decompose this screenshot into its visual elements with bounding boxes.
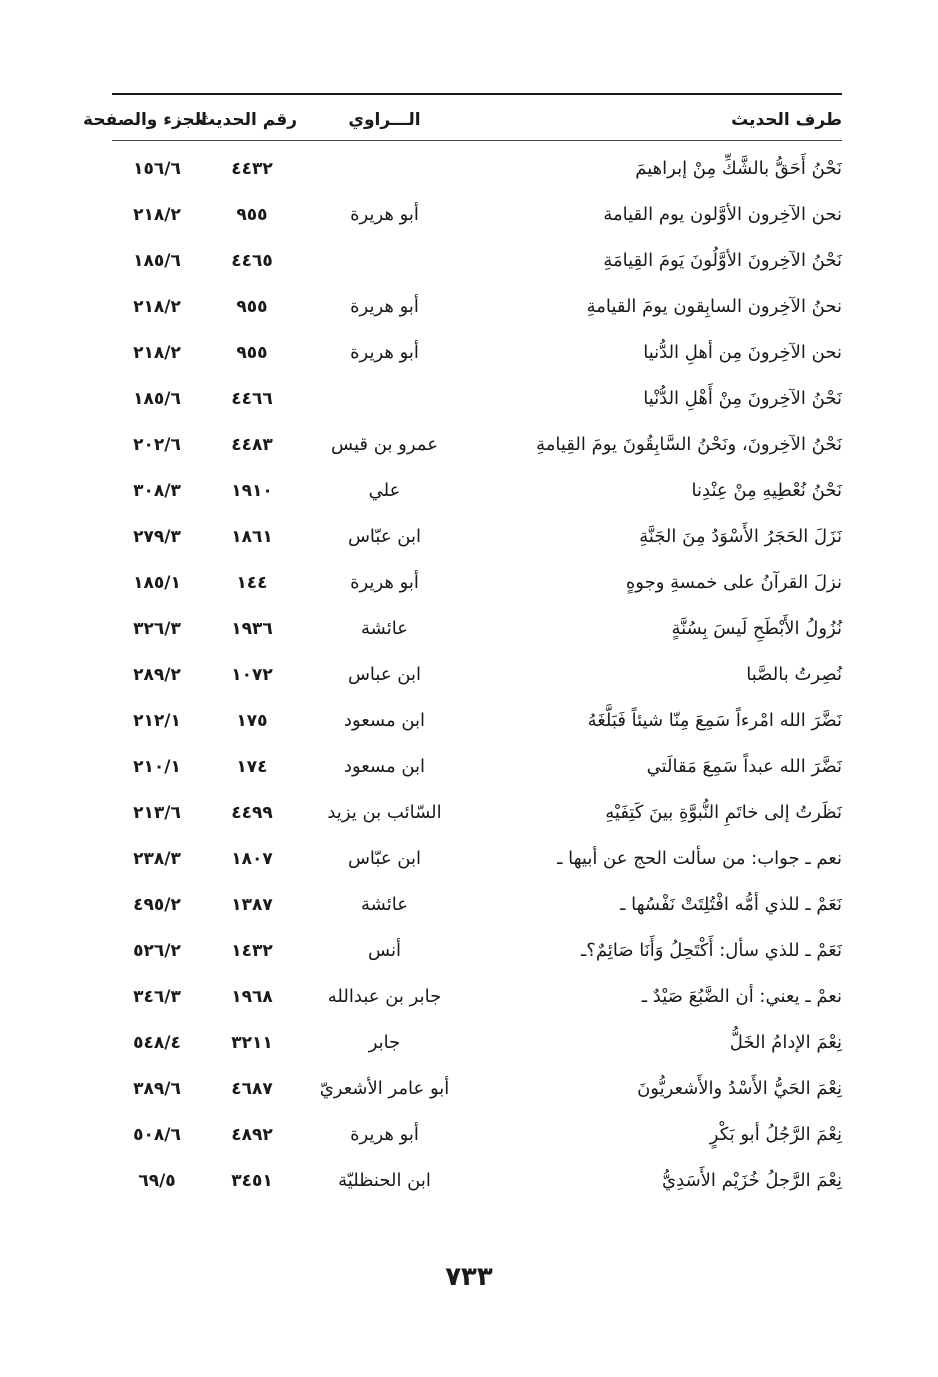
hadith-number: ٩٥٥ xyxy=(236,343,268,363)
hadith-number: ١٨٦١ xyxy=(231,527,273,547)
hadith-text: نِعْمَ الحَيُّ الأَسْدُ والأَشعريُّونَ xyxy=(637,1078,842,1099)
narrator: ابن عبّاس xyxy=(347,526,422,547)
hadith-number: ٤٤٣٢ xyxy=(231,159,273,179)
table-row xyxy=(112,1167,842,1213)
hadith-text: نَضَّرَ الله امْرءاً سَمِعَ مِنّا شيئاً فَبَلَّغَهُ xyxy=(587,710,842,731)
header-hadith: طرف الحديث xyxy=(731,110,842,130)
volume-page: ٢١٠/١ xyxy=(133,757,181,777)
narrator: أبو هريرة xyxy=(350,296,419,317)
hadith-number: ٤٨٩٢ xyxy=(231,1125,273,1145)
narrator: ابن مسعود xyxy=(343,756,426,777)
volume-page: ٢١٨/٢ xyxy=(133,205,181,225)
table-row xyxy=(112,155,842,201)
hadith-text: نَحْنُ الآخِرونَ، ونَحْنُ السَّابِقُونَ يومَ القِيامةِ xyxy=(536,434,842,455)
volume-page: ١٨٥/١ xyxy=(133,573,181,593)
hadith-text: نَحْنُ أَحَقُّ بالشَّكِّ مِنْ إبراهيمَ xyxy=(635,158,842,179)
volume-page: ٢١٢/١ xyxy=(133,711,181,731)
hadith-number: ٣٤٥١ xyxy=(231,1171,273,1191)
hadith-number: ٤٤٩٩ xyxy=(231,803,273,823)
volume-page: ٢٣٨/٣ xyxy=(133,849,181,869)
volume-page: ٥٠٨/٦ xyxy=(133,1125,181,1145)
hadith-number: ٤٦٨٧ xyxy=(231,1079,273,1099)
hadith-number: ٤٤٦٦ xyxy=(231,389,273,409)
hadith-number: ٤٤٦٥ xyxy=(231,251,273,271)
table-row xyxy=(112,937,842,983)
volume-page: ٢١٣/٦ xyxy=(133,803,181,823)
narrator: علي xyxy=(368,480,401,501)
volume-page: ٢٧٩/٣ xyxy=(133,527,181,547)
table-row xyxy=(112,477,842,523)
hadith-text: نزلَ القرآنُ على خمسةِ وجوهٍ xyxy=(625,572,842,593)
volume-page: ٣٢٦/٣ xyxy=(133,619,181,639)
table-row xyxy=(112,385,842,431)
narrator: عائشة xyxy=(361,894,408,915)
table-row xyxy=(112,799,842,845)
volume-page: ٦٩/٥ xyxy=(138,1171,176,1191)
table-row xyxy=(112,247,842,293)
table-row xyxy=(112,293,842,339)
table-row xyxy=(112,615,842,661)
hadith-text: نِعْمَ الرَّجُلُ أبو بَكْرٍ xyxy=(709,1124,842,1145)
top-rule xyxy=(112,93,842,95)
hadith-text: نعمْ ـ يعني: أن الضَّبُعَ صَيْدٌ ـ xyxy=(641,986,842,1007)
hadith-number: ٩٥٥ xyxy=(236,297,268,317)
hadith-number: ١٤٣٢ xyxy=(231,941,273,961)
table-row xyxy=(112,1029,842,1075)
narrator: أبو هريرة xyxy=(350,342,419,363)
hadith-number: ١٨٠٧ xyxy=(231,849,273,869)
hadith-text: نَضَّرَ الله عبداً سَمِعَ مَقالَتي xyxy=(646,756,842,777)
hadith-text: نَحْنُ الآخِرونَ مِنْ أَهْلِ الدُّنْيا xyxy=(643,388,842,409)
narrator: أبو عامر الأشعريّ xyxy=(319,1078,450,1099)
hadith-text: نَحْنُ نُعْطِيهِ مِنْ عِنْدِنا xyxy=(691,480,842,501)
volume-page: ٥٤٨/٤ xyxy=(133,1033,181,1053)
narrator: ابن عبّاس xyxy=(347,848,422,869)
narrator: عائشة xyxy=(361,618,408,639)
volume-page: ٣٨٩/٦ xyxy=(133,1079,181,1099)
hadith-number: ١٧٥ xyxy=(236,711,268,731)
hadith-text: نَحْنُ الآخِرونَ الأوَّلُونَ يَومَ القِيامَةِ xyxy=(603,250,842,271)
hadith-number: ١٤٤ xyxy=(236,573,268,593)
volume-page: ٢٨٩/٢ xyxy=(133,665,181,685)
table-row xyxy=(112,523,842,569)
narrator: ابن الحنظليّة xyxy=(338,1170,431,1191)
hadith-text: نعم ـ جواب: من سألت الحج عن أبيها ـ xyxy=(557,848,842,869)
hadith-number: ٣٢١١ xyxy=(231,1033,273,1053)
volume-page: ٢١٨/٢ xyxy=(133,343,181,363)
header-volume-page: الجزء والصفحة xyxy=(83,110,207,130)
hadith-text: نِعْمَ الرَّجلُ خُزَيْم الأَسَدِيُّ xyxy=(662,1170,842,1191)
narrator: جابر xyxy=(368,1032,401,1053)
hadith-number: ١٩٣٦ xyxy=(231,619,273,639)
hadith-text: نُصِرتُ بالصَّبا xyxy=(746,664,842,685)
hadith-number: ٩٥٥ xyxy=(236,205,268,225)
hadith-text: نِعْمَ الإدامُ الخَلُّ xyxy=(729,1032,842,1053)
hadith-text: نحن الآخِرونَ مِن أهلِ الدُّنيا xyxy=(643,342,842,363)
narrator: أبو هريرة xyxy=(350,1124,419,1145)
narrator: عمرو بن قيس xyxy=(331,434,438,455)
hadith-text: نَزَلَ الحَجَرُ الأَسْوَدُ مِنَ الجَنَّةِ xyxy=(639,526,842,547)
table-row xyxy=(112,431,842,477)
table-row xyxy=(112,707,842,753)
hadith-text: نَظَرتُ إلى خاتَمِ النُّبوَّةِ بينَ كَتِفَيْهِ xyxy=(605,802,842,823)
volume-page: ٣٠٨/٣ xyxy=(133,481,181,501)
table-row xyxy=(112,1121,842,1167)
narrator: أنس xyxy=(368,940,401,961)
table-row xyxy=(112,661,842,707)
volume-page: ١٨٥/٦ xyxy=(133,251,181,271)
table-row xyxy=(112,753,842,799)
page-number: ٧٣٣ xyxy=(445,1262,493,1292)
volume-page: ٤٩٥/٢ xyxy=(133,895,181,915)
hadith-text: نُزُولُ الأَبْطَحِ لَيسَ بِسُنَّةٍ xyxy=(671,618,842,639)
table-row xyxy=(112,569,842,615)
narrator: ابن عباس xyxy=(347,664,422,685)
hadith-number: ١٩٦٨ xyxy=(231,987,273,1007)
hadith-text: نحنُ الآخِرون السابِقون يومَ القيامةِ xyxy=(586,296,842,317)
table-row xyxy=(112,891,842,937)
hadith-number: ١٩١٠ xyxy=(231,481,273,501)
table-row xyxy=(112,983,842,1029)
header-rule xyxy=(112,140,842,141)
table-header xyxy=(83,106,842,136)
table-row xyxy=(112,1075,842,1121)
table-row xyxy=(112,201,842,247)
hadith-text: نَعَمْ ـ للذي أمُّه افْتُلِتَتْ نَفْسُها ـ xyxy=(620,894,842,915)
table-row xyxy=(112,845,842,891)
hadith-number: ١٠٧٢ xyxy=(231,665,273,685)
volume-page: ٢٠٢/٦ xyxy=(133,435,181,455)
narrator: أبو هريرة xyxy=(350,204,419,225)
hadith-text: نَعَمْ ـ للذي سأل: أَكْتَحِلُ وَأَنَا صَائِمٌ؟ـ xyxy=(581,940,842,961)
volume-page: ١٨٥/٦ xyxy=(133,389,181,409)
hadith-number: ٤٤٨٣ xyxy=(231,435,273,455)
narrator: ابن مسعود xyxy=(343,710,426,731)
volume-page: ١٥٦/٦ xyxy=(133,159,181,179)
narrator: أبو هريرة xyxy=(350,572,419,593)
hadith-number: ١٣٨٧ xyxy=(231,895,273,915)
header-rawi: الـــراوي xyxy=(348,110,421,130)
header-number: رقم الحديث xyxy=(198,110,297,130)
hadith-number: ١٧٤ xyxy=(236,757,268,777)
volume-page: ٥٢٦/٢ xyxy=(133,941,181,961)
volume-page: ٣٤٦/٣ xyxy=(133,987,181,1007)
hadith-text: نحن الآخِرون الأوَّلون يوم القيامة xyxy=(603,204,842,225)
volume-page: ٢١٨/٢ xyxy=(133,297,181,317)
narrator: السّائب بن يزيد xyxy=(327,802,442,823)
narrator: جابر بن عبدالله xyxy=(327,986,442,1007)
table-row xyxy=(112,339,842,385)
